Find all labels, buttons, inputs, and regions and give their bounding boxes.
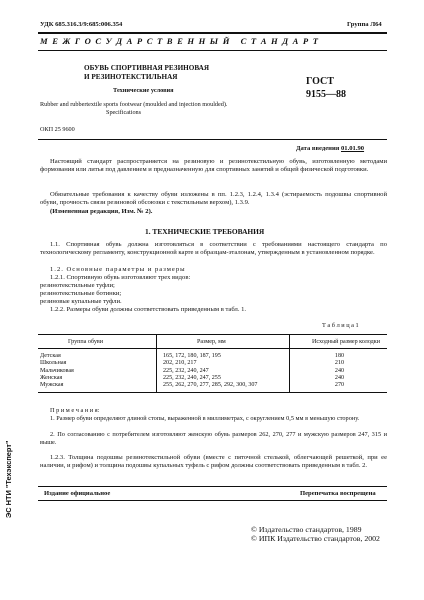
copyright-1989: © Издательство стандартов, 1989 bbox=[251, 525, 362, 534]
table-cell-last: 210 bbox=[290, 360, 388, 367]
table-header-group: Группа обуви bbox=[68, 338, 104, 345]
group-code: Группа Л64 bbox=[347, 21, 382, 28]
table-cell-sizes: 225, 232, 240, 247, 255 bbox=[157, 375, 290, 382]
title-subtitle: Технические условия bbox=[113, 87, 174, 94]
table-cell-sizes: 225, 232, 240, 247 bbox=[157, 368, 290, 375]
amendment-note: (Измененная редакция, Изм. № 2). bbox=[50, 208, 153, 215]
table-row bbox=[38, 368, 387, 375]
intro-paragraph-2: Обязательные требования к качеству обуви изложены в пп. 1.2.3, 1.2.4, 1.3.4 (эстираемость подошвы спортивной обуви, прочность связи резиновой обсоюзки с текстильным верхом), 1.3.9. bbox=[40, 191, 387, 207]
table-cell-group: Детская bbox=[40, 353, 61, 359]
reprint-prohibited: Перепечатка воспрещена bbox=[300, 490, 376, 497]
table-cell-last: 240 bbox=[290, 368, 388, 375]
effective-date-value: 01.01.90 bbox=[340, 145, 365, 152]
paragraph-1-1: 1.1. Спортивная обувь должна изготовляться в соответствии с требованиями настоящего стандарта по технологическому регламенту, конструкционной карте и образцам-эталонам, утвержденным в установленном порядке. bbox=[40, 241, 387, 257]
table-row bbox=[38, 349, 387, 361]
table-row bbox=[38, 375, 387, 382]
gost-label: ГОСТ bbox=[306, 76, 334, 87]
side-stamp: ЭС НТИ "Техэксперт" bbox=[4, 440, 13, 518]
footer-rule-bottom bbox=[38, 500, 387, 501]
table-header-size: Размер, мм bbox=[157, 335, 290, 349]
gost-number: 9155—88 bbox=[306, 89, 346, 100]
table-cell-sizes: 202, 210, 217 bbox=[157, 360, 290, 367]
table-cell-last: 270 bbox=[290, 382, 388, 393]
table-row bbox=[38, 382, 387, 393]
table-cell-sizes: 165, 172, 180, 187, 195 bbox=[157, 349, 290, 361]
paragraph-1-2: 1.2. Основные параметры и размеры bbox=[50, 266, 186, 273]
interstate-standard-banner: М Е Ж Г О С У Д А Р С Т В Е Н Н Ы Й С Т А Н Д А Р Т bbox=[40, 36, 320, 46]
okp-code: ОКП 25 9600 bbox=[40, 126, 75, 133]
paragraph-1-2-3: 1.2.3. Толщина подошвы резинотекстильной обуви (вместе с пяточной стелькой, облегчающей решеткой, при ее наличии, и рифом) и толщина подошвы купальных туфель с рифом должны соответствовать приведенным в табл. 2. bbox=[40, 454, 387, 470]
effective-date bbox=[296, 145, 364, 152]
header-top-rule bbox=[38, 32, 387, 34]
effective-date-label: Дата введения bbox=[296, 145, 340, 152]
copyright-2002: © ИПК Издательство стандартов, 2002 bbox=[251, 534, 380, 543]
paragraph-1-2-2: 1.2.2. Размеры обуви должны соответствовать приведенным в табл. 1. bbox=[50, 306, 247, 313]
paragraph-1-2-1: 1.2.1. Спортивную обувь изготовляют трех видов: bbox=[50, 274, 191, 281]
table-cell-last: 180 bbox=[290, 349, 388, 361]
title-english-1: Rubber and rubbertextile sports footwear (moulded and injection moulded). bbox=[40, 101, 228, 108]
section-1-heading: 1. ТЕХНИЧЕСКИЕ ТРЕБОВАНИЯ bbox=[145, 227, 265, 236]
table-cell-group: Мальчиковая bbox=[40, 367, 74, 374]
footwear-kind-2: резинотекстильные ботинки; bbox=[40, 290, 122, 297]
table-cell-group: Школьная bbox=[40, 360, 67, 367]
title-line-1: ОБУВЬ СПОРТИВНАЯ РЕЗИНОВАЯ bbox=[84, 64, 210, 72]
header-bottom-rule bbox=[38, 50, 387, 51]
notes-label: П р и м е ч а н и я: bbox=[50, 407, 100, 414]
udk-code: УДК 685.316.3/9:685:006.354 bbox=[40, 21, 123, 28]
note-2: 2. По согласованию с потребителем изготовляют женскую обувь размеров 262, 270, 277 и мужскую размеров 247, 315 и выше. bbox=[40, 431, 387, 446]
intro-paragraph-1: Настоящий стандарт распространяется на резиновую и резинотекстильную обувь, изготовленную методами формования или литья под давлением и предназначенную для спортивных занятий и общей физической подготовки. bbox=[40, 158, 387, 174]
table-1-label: Т а б л и ц а 1 bbox=[322, 322, 359, 329]
table-cell-group: Мужская bbox=[40, 382, 64, 389]
table-header-last: Исходный размер колодки bbox=[290, 335, 388, 349]
table-cell-sizes: 255, 262, 270, 277, 285, 292, 300, 307 bbox=[157, 382, 290, 393]
note-1: 1. Размер обуви определяют длиной стопы, выраженной в миллиметрах, с округлением 0,5 мм в меньшую сторону. bbox=[50, 415, 360, 422]
table-cell-last: 240 bbox=[290, 375, 388, 382]
title-english-2: Specifications bbox=[106, 109, 142, 116]
sizes-table bbox=[38, 334, 387, 393]
table-header-row bbox=[38, 335, 387, 349]
official-edition: Издание официальное bbox=[44, 490, 111, 497]
footwear-kind-3: резиновые купальные туфли. bbox=[40, 298, 122, 305]
title-line-2: И РЕЗИНОТЕКСТИЛЬНАЯ bbox=[84, 73, 178, 81]
footwear-kind-1: резинотекстильные туфли; bbox=[40, 282, 115, 289]
table-cell-group: Женская bbox=[40, 374, 63, 381]
table-row bbox=[38, 360, 387, 367]
footer-rule bbox=[38, 486, 387, 487]
title-separator bbox=[38, 139, 387, 140]
